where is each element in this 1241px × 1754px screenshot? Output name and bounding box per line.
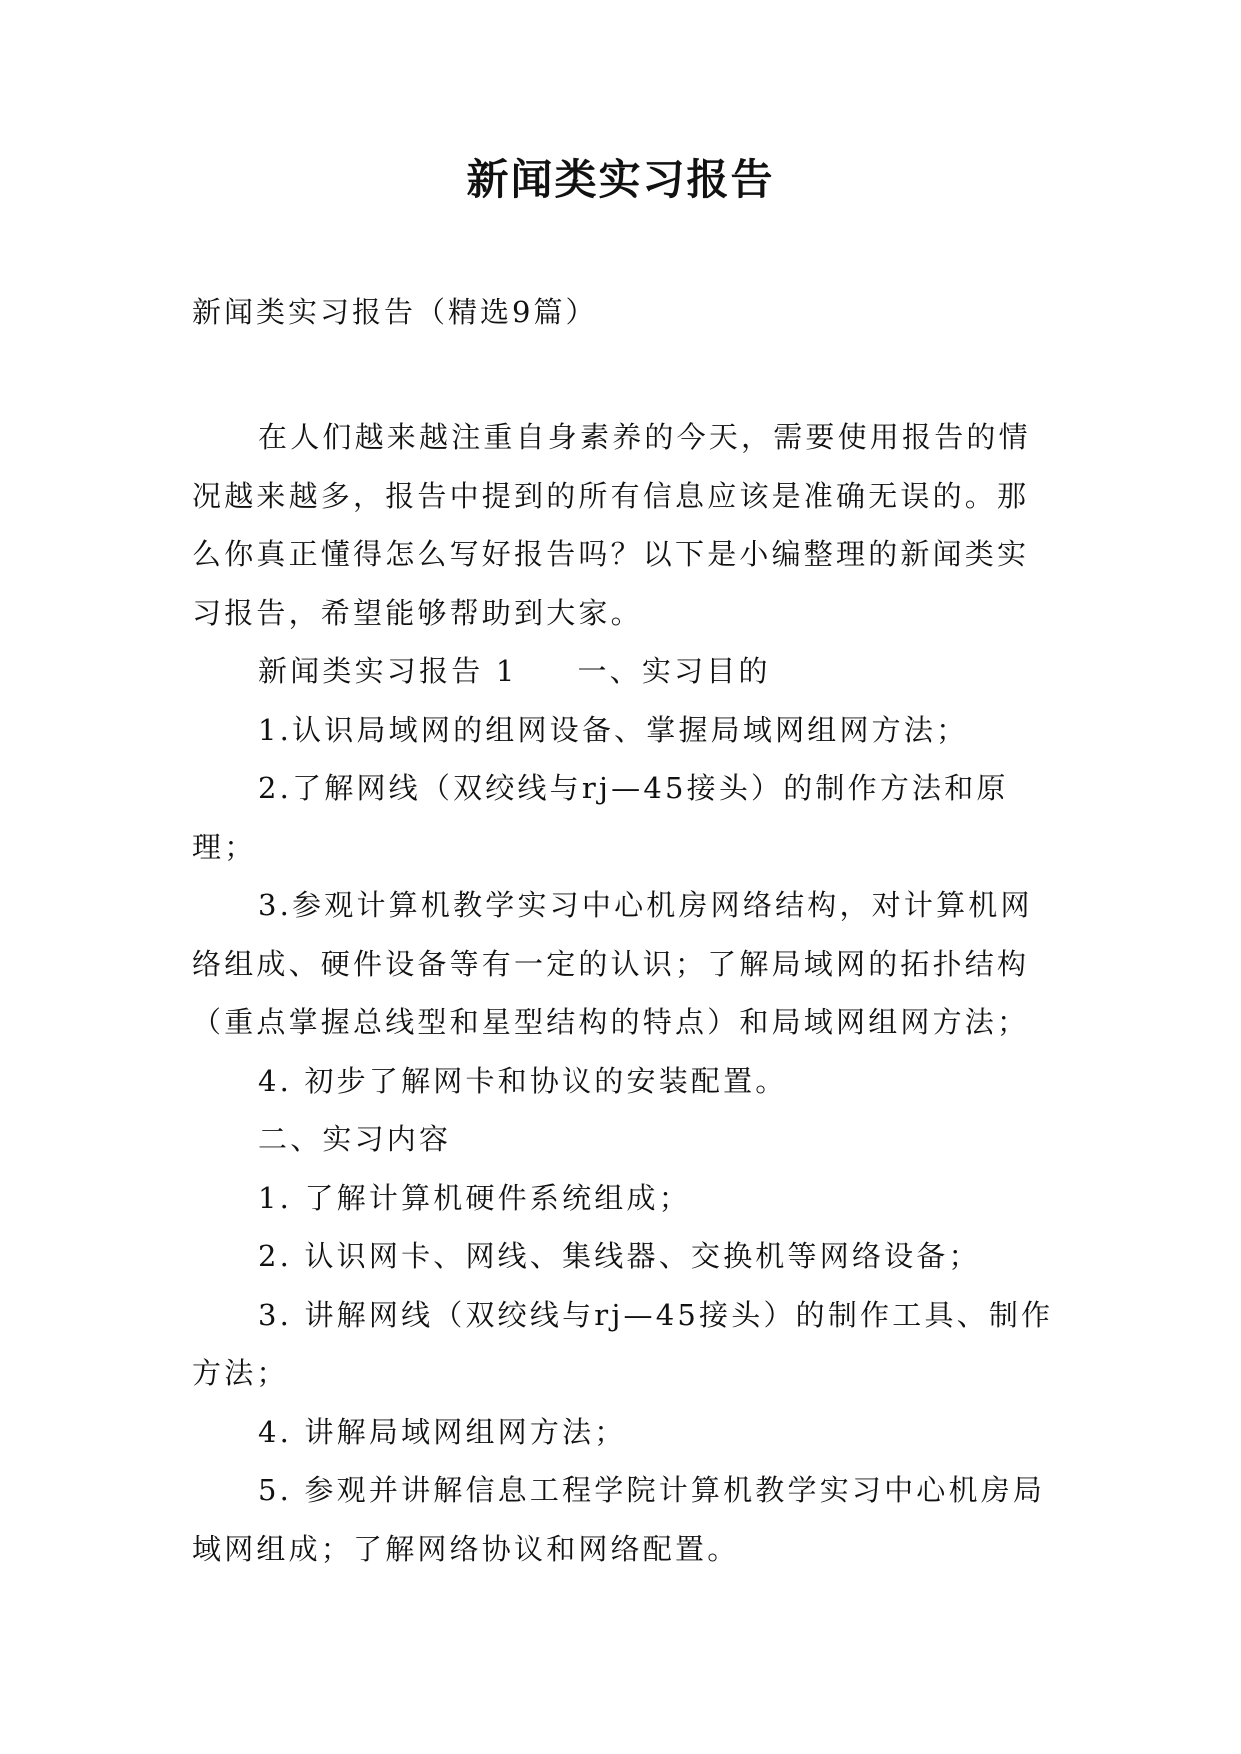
report-heading-line <box>192 642 1058 701</box>
list-item: 4. 讲解局域网组网方法； <box>258 1414 627 1449</box>
document-title: 新闻类实习报告 <box>466 155 775 204</box>
intro-paragraph: 在人们越来越注重自身素养的今天，需要使用报告的情况越来越多，报告中提到的所有信息应该是准确无误的。那么你真正懂得怎么写好报告吗？以下是小编整理的新闻类实习报告，希望能够帮助到大家。 <box>192 420 1031 630</box>
list-item: 2. 认识网卡、网线、集线器、交换机等网络设备； <box>258 1239 981 1273</box>
list-item: 3.参观计算机教学实习中心机房网络结构，对计算机网络组成、硬件设备等有一定的认识；了解局域网的拓扑结构（重点掌握总线型和星型结构的特点）和局域网组网方法； <box>192 888 1033 1039</box>
report-label: 新闻类实习报告 1 <box>258 654 518 688</box>
list-item: 1.认识局域网的组网设备、掌握局域网组网方法； <box>258 712 969 747</box>
section-heading: 一、实习目的 <box>577 654 771 688</box>
list-item: 4. 初步了解网卡和协议的安装配置。 <box>258 1063 788 1098</box>
list-item: 5. 参观并讲解信息工程学院计算机教学实习中心机房局域网组成；了解网络协议和网络配置。 <box>192 1473 1046 1566</box>
list-item: 1. 了解计算机硬件系统组成； <box>258 1180 691 1215</box>
document-body <box>192 408 1058 1578</box>
list-item: 3. 讲解网线（双绞线与rj—45接头）的制作工具、制作方法； <box>192 1297 1054 1390</box>
document-subtitle: 新闻类实习报告（精选9篇） <box>192 295 598 329</box>
section-heading: 二、实习内容 <box>258 1122 452 1156</box>
list-item: 2.了解网线（双绞线与rj—45接头）的制作方法和原理； <box>192 771 1009 864</box>
